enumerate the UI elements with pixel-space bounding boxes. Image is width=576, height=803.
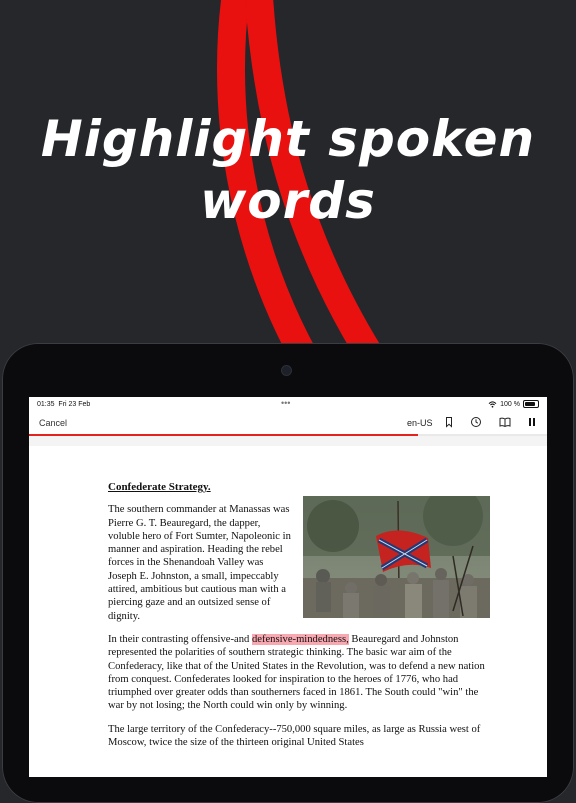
multitask-dots[interactable]: ••• [281,398,291,408]
book-icon[interactable] [499,416,511,428]
history-icon[interactable] [470,416,482,428]
wifi-icon [488,401,497,408]
spoken-word-highlight: defensive-mindedness, [251,633,349,645]
status-date: Fri 23 Feb [58,401,91,408]
status-clock: 01:35 [37,401,55,408]
status-time [37,401,90,408]
tablet-screen [29,397,547,777]
paragraph-2-start: In their contrasting offensive-and [108,633,252,645]
paragraph-3: The large territory of the Confederacy--750,000 square miles, as large as Russia west of Moscow, twice the size of the thirteen original United States [108,723,481,749]
status-right [488,400,539,408]
pause-icon[interactable] [526,416,538,428]
paragraph-1: The southern commander at Manassas was Pierre G. T. Beauregard, the dapper, voluble hero of Fort Sumter, Napoleonic in manner and aspiration. Heading the rebel forces in the Shenandoah Valley was Joseph E. Johnston, a small, impeccably attired, ambitious but cautious man with a piercing gaze and an outsized sense of dignity. [108,504,291,622]
document-page [108,481,492,749]
language-button[interactable]: en-US [407,418,433,428]
document-title: Confederate Strategy. [108,481,211,493]
page-top-margin [29,436,547,446]
paragraph-2 [108,633,492,713]
reader-toolbar [29,411,547,433]
banner-headline: Highlight spoken words [40,110,536,230]
battery-icon [523,400,539,408]
battle-photo [303,496,490,618]
bookmark-icon[interactable] [443,416,455,428]
tablet-camera [282,366,291,375]
battery-percent: 100 % [500,400,520,408]
status-bar [29,397,547,411]
cancel-button[interactable]: Cancel [39,418,68,428]
paragraph-2-end: Beauregard and Johnston represented the polarities of southern strategic thinking. The basic war aim of the Confederacy, like that of the United States in the Revolution, was to defend a new nation from conquest. Confederates looked for inspiration to the heroes of 1776, who had triumphed over greater odds than southerners faced in 1861. The South could "win" the war by not losing; the North could win only by winning. [108,633,485,712]
